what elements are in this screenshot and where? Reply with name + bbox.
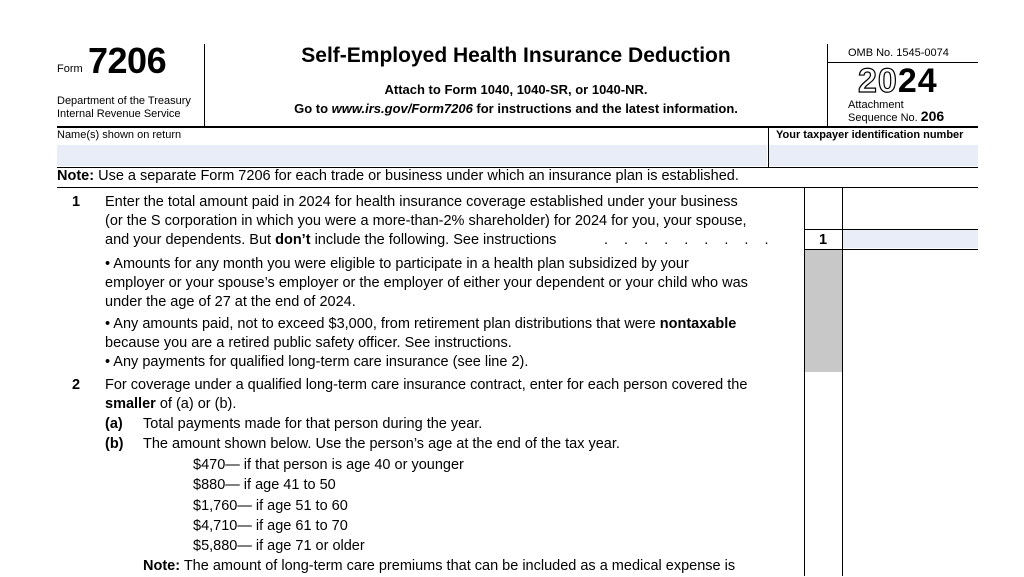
line1-bullet1-3: under the age of 27 at the end of 2024.	[105, 294, 356, 310]
line1-amount-field[interactable]	[843, 229, 978, 248]
line2-text-1: For coverage under a qualified long-term care insurance contract, enter for each person covered the	[105, 377, 748, 393]
tin-label: Your taxpayer identification number	[776, 129, 964, 141]
tin-field[interactable]	[769, 145, 978, 166]
ltc-limit-row: $1,760— if age 51 to 60	[193, 498, 348, 514]
form-title: Self-Employed Health Insurance Deduction	[301, 44, 731, 67]
instructions-link-line: Go to www.irs.gov/Form7206 for instructions and the latest information.	[294, 101, 738, 116]
line1-bullet1-1: • Amounts for any month you were eligible to participate in a health plan subsidized by your	[105, 256, 689, 272]
form-label: Form	[57, 63, 83, 75]
line2b-label: (b)	[105, 436, 124, 452]
ltc-limit-row: $880— if age 41 to 50	[193, 477, 336, 493]
line1-text-1: Enter the total amount paid in 2024 for health insurance coverage established under your business	[105, 194, 738, 210]
line2b-text: The amount shown below. Use the person’s age at the end of the tax year.	[143, 436, 620, 452]
shaded-box	[805, 249, 842, 372]
line1-number: 1	[72, 194, 81, 210]
attach-instruction: Attach to Form 1040, 1040-SR, or 1040-NR.	[384, 82, 648, 97]
line2a-label: (a)	[105, 416, 123, 432]
name-field[interactable]	[57, 145, 767, 166]
line1-text-2: (or the S corporation in which you were a more-than-2% shareholder) for 2024 for you, your spouse,	[105, 213, 747, 229]
line2-number: 2	[72, 377, 81, 393]
omb-number: OMB No. 1545-0074	[848, 47, 949, 59]
line1-text-3: and your dependents. But don’t include the following. See instructions	[105, 232, 557, 248]
attachment-label: Attachment	[848, 99, 904, 111]
name-label: Name(s) shown on return	[57, 129, 182, 141]
line1-bullet1-2: employer or your spouse’s employer or the employer of either your dependent or your child who was	[105, 275, 748, 291]
ltc-limit-row: $5,880— if age 71 or older	[193, 538, 365, 554]
separate-form-note: Note: Use a separate Form 7206 for each trade or business under which an insurance plan is established.	[57, 168, 739, 184]
line1-bullet2-2: because you are a retired public safety officer. See instructions.	[105, 335, 512, 351]
line2-text-2: smaller of (a) or (b).	[105, 396, 237, 412]
sequence-number: Sequence No. 206	[848, 108, 945, 124]
line2a-text: Total payments made for that person during the year.	[143, 416, 483, 432]
dept-treasury: Department of the Treasury	[57, 95, 191, 107]
ltc-limit-row: $470— if that person is age 40 or younger	[193, 457, 464, 473]
line1-box-label: 1	[819, 232, 828, 248]
line1-leader-dots: . . . . . . . . .	[604, 232, 775, 248]
ltc-note: Note: The amount of long-term care premiums that can be included as a medical expense is	[143, 558, 736, 574]
line1-bullet3: • Any payments for qualified long-term care insurance (see line 2).	[105, 354, 529, 370]
ltc-limit-row: $4,710— if age 61 to 70	[193, 518, 348, 534]
line1-bullet2-1: • Any amounts paid, not to exceed $3,000, from retirement plan distributions that were nontaxable	[105, 316, 737, 332]
irs-url[interactable]: www.irs.gov/Form7206	[331, 101, 473, 116]
form-number: 7206	[88, 40, 167, 81]
irs-name: Internal Revenue Service	[57, 108, 181, 120]
tax-year: 2024	[858, 62, 938, 100]
